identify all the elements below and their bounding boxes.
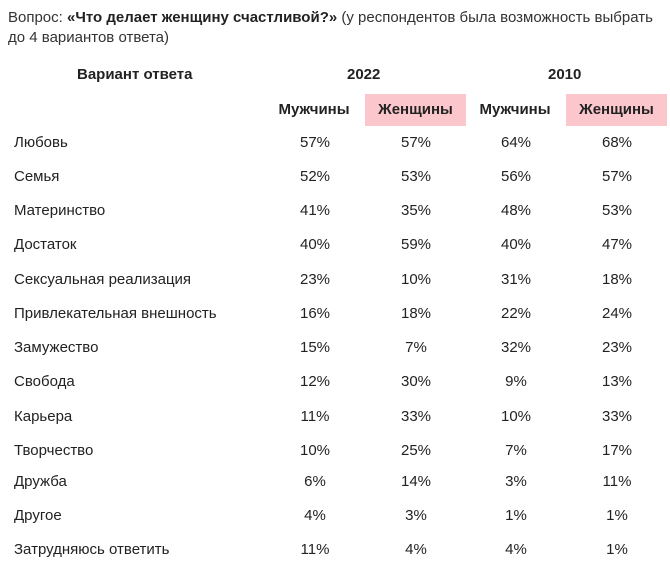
- question-prefix: Вопрос:: [8, 9, 67, 26]
- value-cell: 3%: [505, 473, 527, 490]
- row-label: Другое: [14, 507, 62, 524]
- row-label: Достаток: [14, 236, 77, 253]
- value-cell: 10%: [400, 271, 432, 288]
- value-cell: 7%: [505, 442, 527, 459]
- value-cell: 23%: [601, 339, 633, 356]
- row-label: Дружба: [14, 473, 67, 490]
- value-cell: 4%: [304, 507, 326, 524]
- value-cell: 47%: [601, 236, 633, 253]
- value-cell: 9%: [505, 373, 527, 390]
- value-cell: 53%: [400, 168, 432, 185]
- value-cell: 23%: [299, 271, 331, 288]
- value-cell: 40%: [299, 236, 331, 253]
- value-cell: 6%: [304, 473, 326, 490]
- value-cell: 13%: [601, 373, 633, 390]
- row-label: Сексуальная реализация: [14, 271, 192, 288]
- value-cell: 1%: [505, 507, 527, 524]
- table-row: [0, 194, 670, 228]
- value-cell: 52%: [299, 168, 331, 185]
- value-cell: 57%: [400, 134, 432, 151]
- table-row: [0, 228, 670, 262]
- row-label: Карьера: [14, 408, 73, 425]
- row-label: Любовь: [14, 134, 68, 151]
- value-cell: 4%: [505, 541, 527, 558]
- question-title: «Что делает женщину счастливой?»: [67, 9, 338, 26]
- value-cell: 1%: [606, 541, 628, 558]
- table-row: [0, 400, 670, 434]
- value-cell: 56%: [500, 168, 532, 185]
- value-cell: 1%: [606, 507, 628, 524]
- value-cell: 64%: [500, 134, 532, 151]
- value-cell: 11%: [300, 408, 330, 425]
- sub-header-2010-women: Женщины: [566, 94, 667, 126]
- table-row: [0, 499, 670, 533]
- table-row: [0, 533, 670, 567]
- value-cell: 59%: [400, 236, 432, 253]
- value-cell: 18%: [601, 271, 633, 288]
- value-cell: 48%: [500, 202, 532, 219]
- question-note: (у респондентов была возможность выбрать до 4 вариантов ответа): [8, 9, 653, 46]
- value-cell: 41%: [299, 202, 331, 219]
- value-cell: 11%: [300, 541, 330, 558]
- question-text: [8, 8, 658, 48]
- option-column-header: Вариант ответа: [77, 66, 193, 83]
- value-cell: 14%: [400, 473, 432, 490]
- value-cell: 10%: [500, 408, 532, 425]
- table-row: [0, 434, 670, 468]
- row-label: Материнство: [14, 202, 106, 219]
- table-row: [0, 126, 670, 160]
- value-cell: 17%: [601, 442, 633, 459]
- row-label: Замужество: [14, 339, 99, 356]
- table-row: [0, 263, 670, 297]
- value-cell: 4%: [405, 541, 427, 558]
- value-cell: 33%: [601, 408, 633, 425]
- value-cell: 68%: [601, 134, 633, 151]
- sub-header-2022-men: Мужчины: [278, 101, 350, 118]
- value-cell: 57%: [299, 134, 331, 151]
- row-label: Затрудняюсь ответить: [14, 541, 170, 558]
- value-cell: 25%: [400, 442, 432, 459]
- sub-header-2022-women: Женщины: [365, 94, 466, 126]
- value-cell: 24%: [601, 305, 633, 322]
- value-cell: 53%: [601, 202, 633, 219]
- value-cell: 35%: [400, 202, 432, 219]
- value-cell: 33%: [400, 408, 432, 425]
- value-cell: 7%: [405, 339, 427, 356]
- value-cell: 18%: [400, 305, 432, 322]
- table-row: [0, 465, 670, 499]
- sub-header-2010-men: Мужчины: [479, 101, 551, 118]
- row-label: Творчество: [14, 442, 94, 459]
- value-cell: 57%: [601, 168, 633, 185]
- row-label: Семья: [14, 168, 60, 185]
- value-cell: 30%: [400, 373, 432, 390]
- year-header-2010: 2010: [548, 66, 582, 83]
- value-cell: 16%: [299, 305, 331, 322]
- table-row: [0, 160, 670, 194]
- table-row: [0, 331, 670, 365]
- year-header-2022: 2022: [347, 66, 381, 83]
- value-cell: 15%: [299, 339, 331, 356]
- value-cell: 3%: [405, 507, 427, 524]
- value-cell: 12%: [299, 373, 331, 390]
- value-cell: 31%: [500, 271, 532, 288]
- value-cell: 11%: [602, 473, 632, 490]
- row-label: Привлекательная внешность: [14, 305, 217, 322]
- row-label: Свобода: [14, 373, 75, 390]
- table-row: [0, 297, 670, 331]
- value-cell: 32%: [500, 339, 532, 356]
- value-cell: 22%: [500, 305, 532, 322]
- value-cell: 40%: [500, 236, 532, 253]
- value-cell: 10%: [299, 442, 331, 459]
- table-row: [0, 365, 670, 399]
